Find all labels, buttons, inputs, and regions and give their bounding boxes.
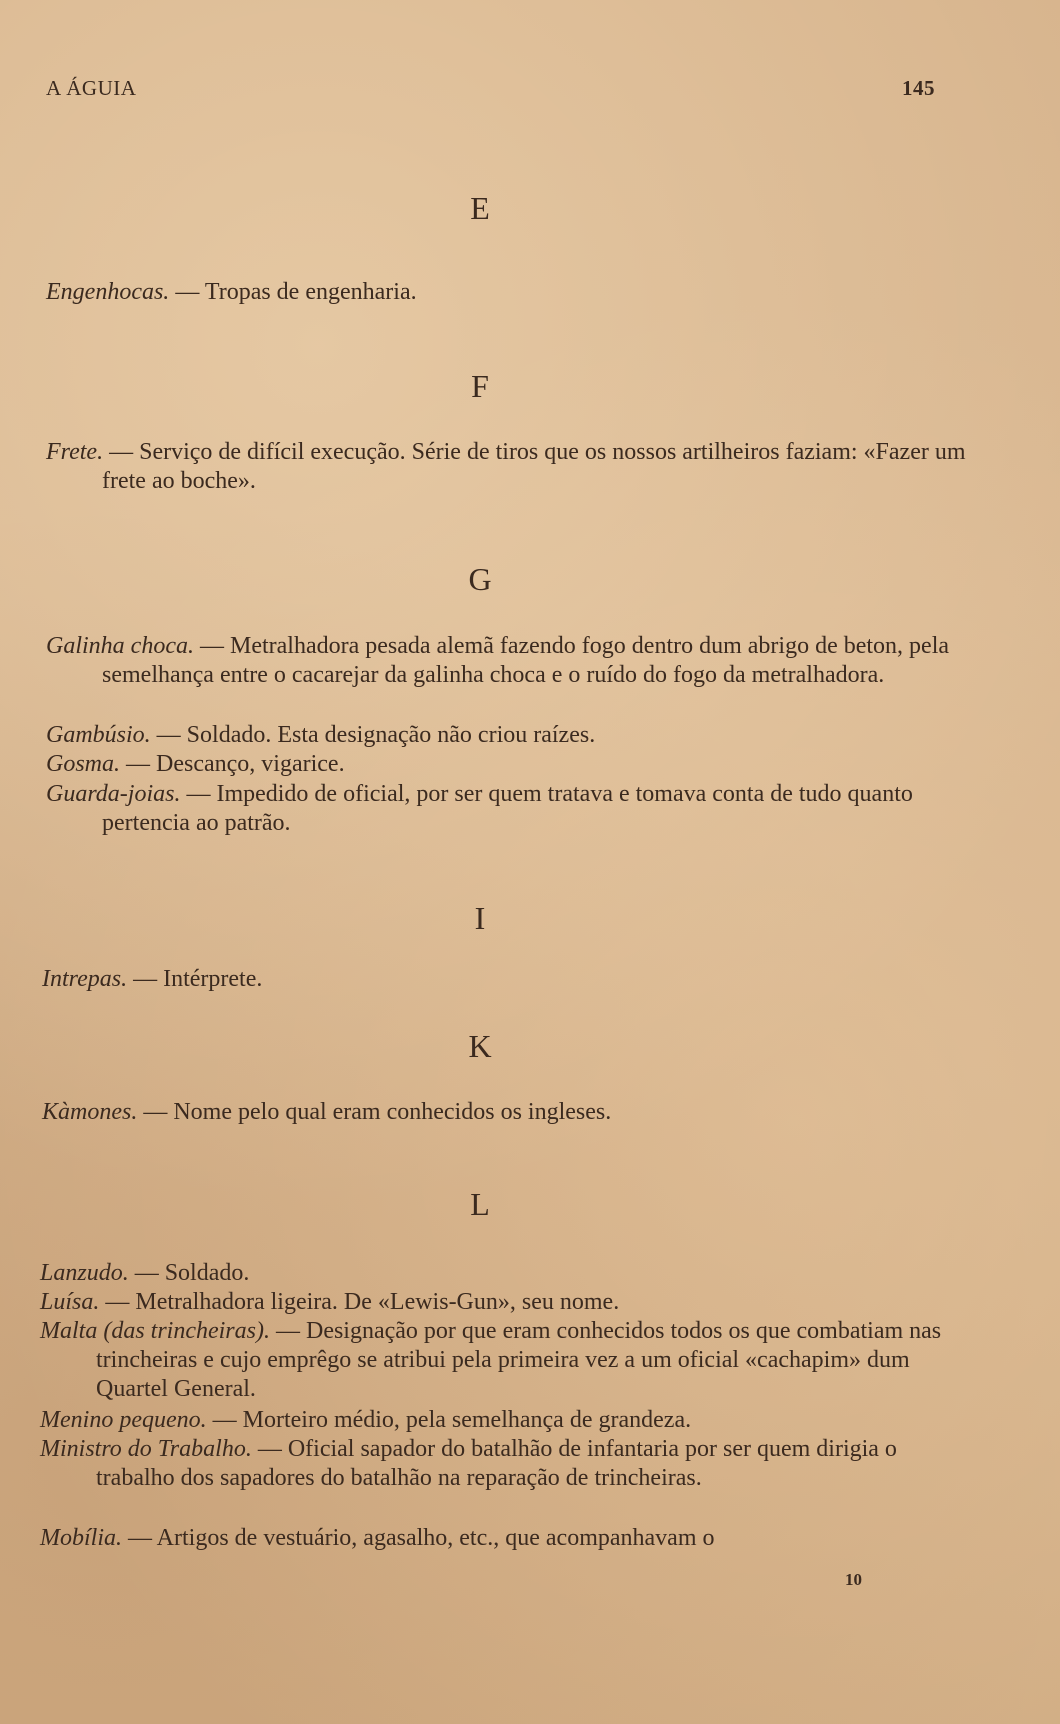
signature-mark: 10 <box>845 1570 862 1589</box>
entry-kamones <box>42 1098 922 1127</box>
journal-title: A ÁGUIA <box>46 76 137 100</box>
entry-term: Galinha choca. <box>46 633 194 659</box>
entry-frete <box>46 438 976 496</box>
entry-term: Luísa. <box>40 1289 100 1315</box>
entry-definition: — Nome pelo qual eram conhecidos os ingleses. <box>137 1099 612 1125</box>
entry-ministro-do-trabalho <box>40 1435 981 1493</box>
entry-menino-pequeno <box>40 1406 981 1435</box>
running-head <box>46 76 935 106</box>
entry-term: Gambúsio. <box>46 722 151 748</box>
entry-definition: — Descanço, vigarice. <box>120 751 345 777</box>
entry-definition: — Soldado. Esta designação não criou raízes. <box>150 722 596 748</box>
entry-term: Kàmones. <box>42 1099 138 1125</box>
section-letter-g: G <box>468 561 492 597</box>
entry-definition: — Morteiro médio, pela semelhança de grandeza. <box>206 1407 692 1433</box>
section-letter-f: F <box>471 368 489 404</box>
entry-definition: — Serviço de difícil execução. Série de tiros que os nossos artilheiros faziam: «Fazer um frete ao boche». <box>102 439 966 494</box>
entry-definition: — Tropas de engenharia. <box>169 279 417 305</box>
entry-gosma <box>46 750 988 779</box>
entry-malta <box>40 1317 981 1404</box>
entry-definition: — Oficial sapador do batalhão de infantaria por ser quem dirigia o trabalho dos sapadores do batalhão na reparação de trincheiras. <box>96 1436 897 1491</box>
entry-term: Mobília. <box>40 1525 122 1551</box>
entry-gambusio <box>46 721 988 750</box>
entry-term: Intrepas. <box>42 966 128 992</box>
entry-definition: — Metralhadora pesada alemã fazendo fogo dentro dum abrigo de beton, pela semelhança entre o cacarejar da galinha choca e o ruído do fogo da metralhadora. <box>102 633 950 688</box>
entry-term: Guarda-joias. <box>46 781 181 807</box>
entry-term: Lanzudo. <box>40 1260 129 1286</box>
section-letter-l: L <box>470 1186 490 1222</box>
entry-definition: — Impedido de oficial, por ser quem tratava e tomava conta de tudo quanto pertencia ao patrão. <box>102 781 913 836</box>
entry-luisa <box>40 1288 976 1317</box>
entry-lanzudo <box>40 1259 976 1288</box>
entry-definition: — Intérprete. <box>127 966 263 992</box>
entry-galinha-choca <box>46 632 988 690</box>
entry-definition: — Designação por que eram conhecidos todos os que combatiam nas trincheiras e cujo emprêgo se atribui pela primeira vez a um oficial «cachapim» dum Quartel General. <box>96 1318 942 1402</box>
entry-definition: — Metralhadora ligeira. De «Lewis-Gun», seu nome. <box>99 1289 620 1315</box>
entry-term: Gosma. <box>46 751 121 777</box>
entry-term: Frete. <box>46 439 104 465</box>
entry-term: Ministro do Trabalho. <box>40 1436 252 1462</box>
section-letter-e: E <box>470 190 490 226</box>
entry-mobilia <box>40 1524 981 1553</box>
entry-term: Malta (das trincheiras). <box>40 1318 270 1344</box>
entry-definition: — Artigos de vestuário, agasalho, etc., que acompanhavam o <box>122 1525 715 1551</box>
entry-intrepas <box>42 965 922 994</box>
section-letter-k: K <box>468 1028 492 1064</box>
entry-engenhocas <box>46 278 906 307</box>
entry-term: Engenhocas. <box>46 279 170 305</box>
entry-guarda-joias <box>46 780 988 838</box>
entry-term: Menino pequeno. <box>40 1407 207 1433</box>
page-number: 145 <box>902 76 935 100</box>
section-letter-i: I <box>474 900 486 936</box>
entry-definition: — Soldado. <box>128 1260 250 1286</box>
